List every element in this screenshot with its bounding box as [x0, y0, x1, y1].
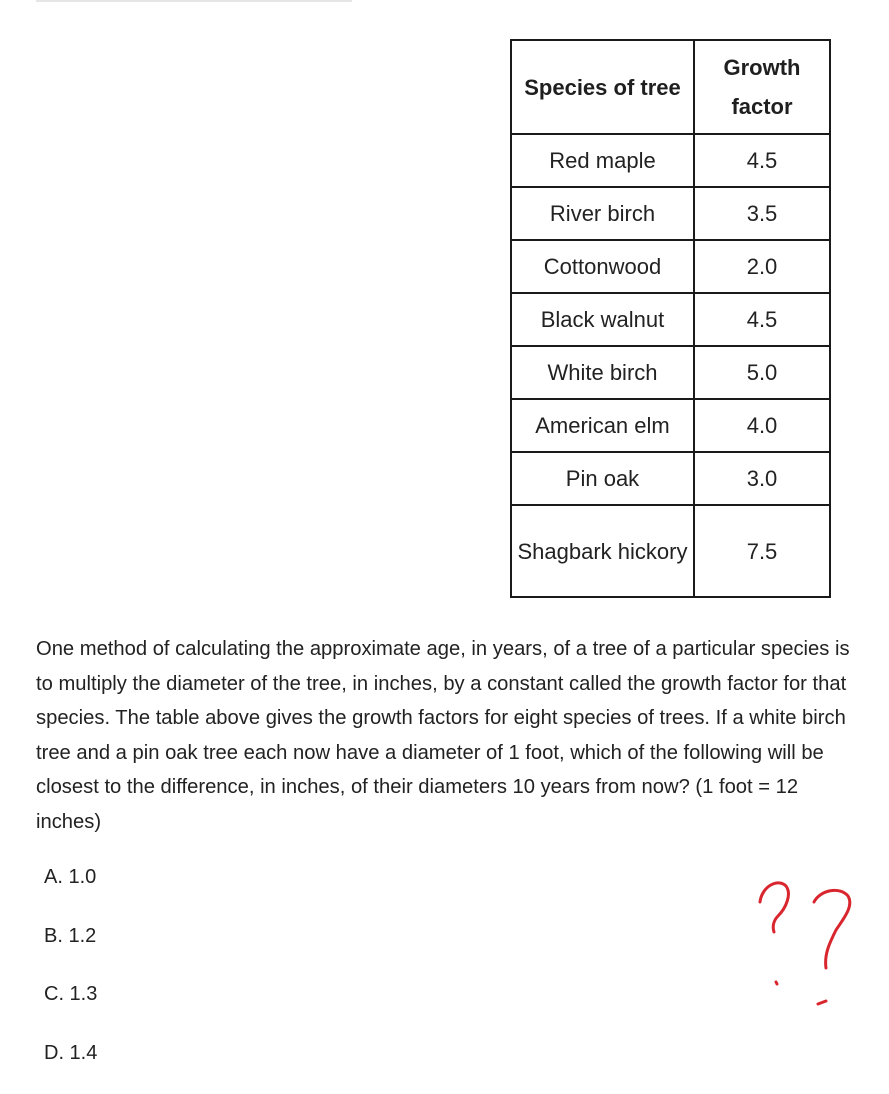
table-row — [511, 134, 830, 187]
handwritten-question-marks — [752, 872, 864, 1012]
factor-cell: 4.0 — [694, 399, 830, 452]
header-growth-factor: Growth factor — [694, 40, 830, 134]
factor-cell: 7.5 — [694, 505, 830, 597]
table-row — [511, 240, 830, 293]
factor-cell: 3.0 — [694, 452, 830, 505]
question-mark-dot — [776, 982, 777, 984]
factor-cell: 5.0 — [694, 346, 830, 399]
species-cell: Pin oak — [511, 452, 694, 505]
choice-b[interactable]: B. 1.2 — [44, 919, 97, 978]
table-row — [511, 452, 830, 505]
table-row — [511, 505, 830, 597]
table-row — [511, 187, 830, 240]
species-cell: Black walnut — [511, 293, 694, 346]
factor-cell: 4.5 — [694, 293, 830, 346]
table-row — [511, 399, 830, 452]
table-header-row — [511, 40, 830, 134]
header-species: Species of tree — [511, 40, 694, 134]
question-mark-dot — [818, 1001, 826, 1004]
answer-choices — [44, 860, 97, 1094]
question-mark-stroke — [760, 883, 788, 932]
factor-cell: 4.5 — [694, 134, 830, 187]
question-text: One method of calculating the approximate age, in years, of a tree of a particular species is to multiply the diameter of the tree, in inches, by a constant called the growth factor for that species. The table above gives the growth factors for eight species of trees. If a white birch tree and a pin oak tree each now have a diameter of 1 foot, which of the following will be closest to the difference, in inches, of their diameters 10 years from now? (1 foot = 12 inches) — [36, 632, 866, 839]
species-cell: Shagbark hickory — [511, 505, 694, 597]
table-row — [511, 346, 830, 399]
choice-c[interactable]: C. 1.3 — [44, 977, 97, 1036]
species-cell: River birch — [511, 187, 694, 240]
species-cell: Red maple — [511, 134, 694, 187]
growth-factor-table — [510, 39, 831, 598]
factor-cell: 3.5 — [694, 187, 830, 240]
species-cell: White birch — [511, 346, 694, 399]
factor-cell: 2.0 — [694, 240, 830, 293]
question-mark-stroke — [814, 890, 850, 968]
top-divider — [36, 0, 352, 2]
choice-d[interactable]: D. 1.4 — [44, 1036, 97, 1094]
table-row — [511, 293, 830, 346]
species-cell: American elm — [511, 399, 694, 452]
species-cell: Cottonwood — [511, 240, 694, 293]
choice-a[interactable]: A. 1.0 — [44, 860, 97, 919]
